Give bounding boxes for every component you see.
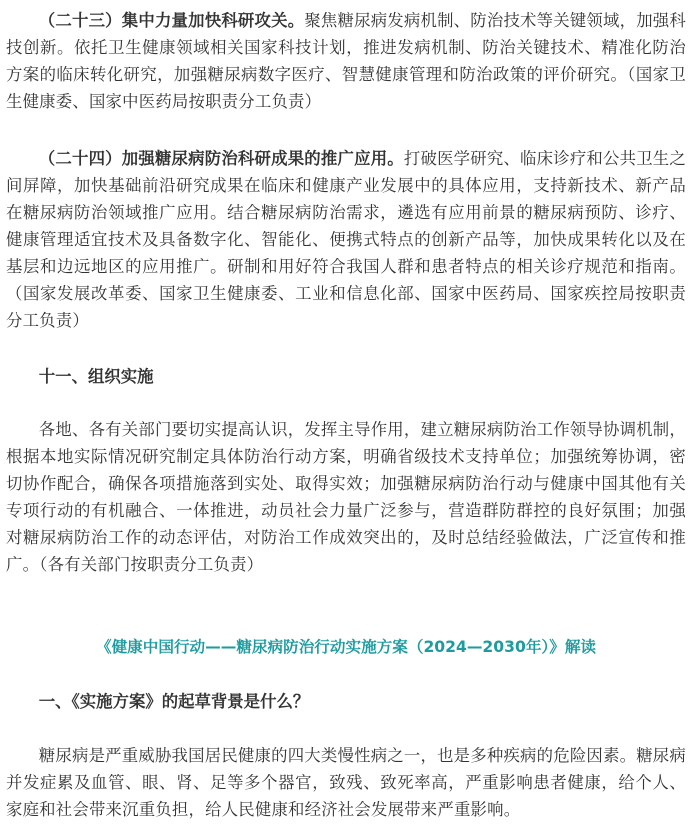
section-24-lead: （二十四）加强糖尿病防治科研成果的推广应用。 (38, 149, 404, 168)
interpretation-title: 《健康中国行动——糖尿病防治行动实施方案（2024—2030年）》解读 (95, 638, 597, 656)
q1-heading: 一、《实施方案》的起草背景是什么？ (38, 692, 310, 711)
section-11-body: 各地、各有关部门要切实提高认识，发挥主导作用，建立糖尿病防治工作领导协调机制，根据本地实际情况研究制定具体防治行动方案，明确省级技术支持单位；加强统筹协调，密切协作配合，确保各项措施落到实处、取得实效；加强糖尿病防治行动与健康中国其他有关专项行动的有机融合、一体推进，动员社会力量广泛参与，营造群防群控的良好氛围；加强对糖尿病防治工作的动态评估，对防治工作成效突出的，及时总结经验做法，广泛宣传和推广。（各有关部门按职责分工负责） (6, 420, 686, 574)
section-11-heading: 十一、组织实施 (38, 367, 154, 386)
section-23-lead: （二十三）集中力量加快科研攻关。 (38, 11, 305, 30)
paragraph-section-23 (6, 7, 686, 115)
section-24-body: 打破医学研究、临床诊疗和公共卫生之间屏障，加快基础前沿研究成果在临床和健康产业发展中的具体应用，支持新技术、新产品在糖尿病防治领域推广应用。结合糖尿病防治需求，遴选有应用前景的糖尿病预防、诊疗、健康管理适宜技术及具备数字化、智能化、便携式特点的创新产品等，加快成果转化以及在基层和边远地区的应用推广。研制和用好符合我国人群和患者特点的相关诊疗规范和指南。（国家发展改革委、国家卫生健康委、工业和信息化部、国家中医药局、国家疾控局按职责分工负责） (6, 149, 686, 330)
section-23-body: 聚焦糖尿病发病机制、防治技术等关键领域，加强科技创新。依托卫生健康领域相关国家科技计划，推进发病机制、防治关键技术、精准化防治方案的临床转化研究，加强糖尿病数字医疗、智慧健康管理和防治政策的评价研究。（国家卫生健康委、国家中医药局按职责分工负责） (6, 11, 686, 111)
paragraph-section-24 (6, 145, 686, 334)
q1-body: 糖尿病是严重威胁我国居民健康的四大类慢性病之一，也是多种疾病的危险因素。糖尿病并发症累及血管、眼、肾、足等多个器官，致残、致死率高，严重影响患者健康，给个人、家庭和社会带来沉重负担，给人民健康和经济社会发展带来严重影响。 (6, 746, 686, 819)
